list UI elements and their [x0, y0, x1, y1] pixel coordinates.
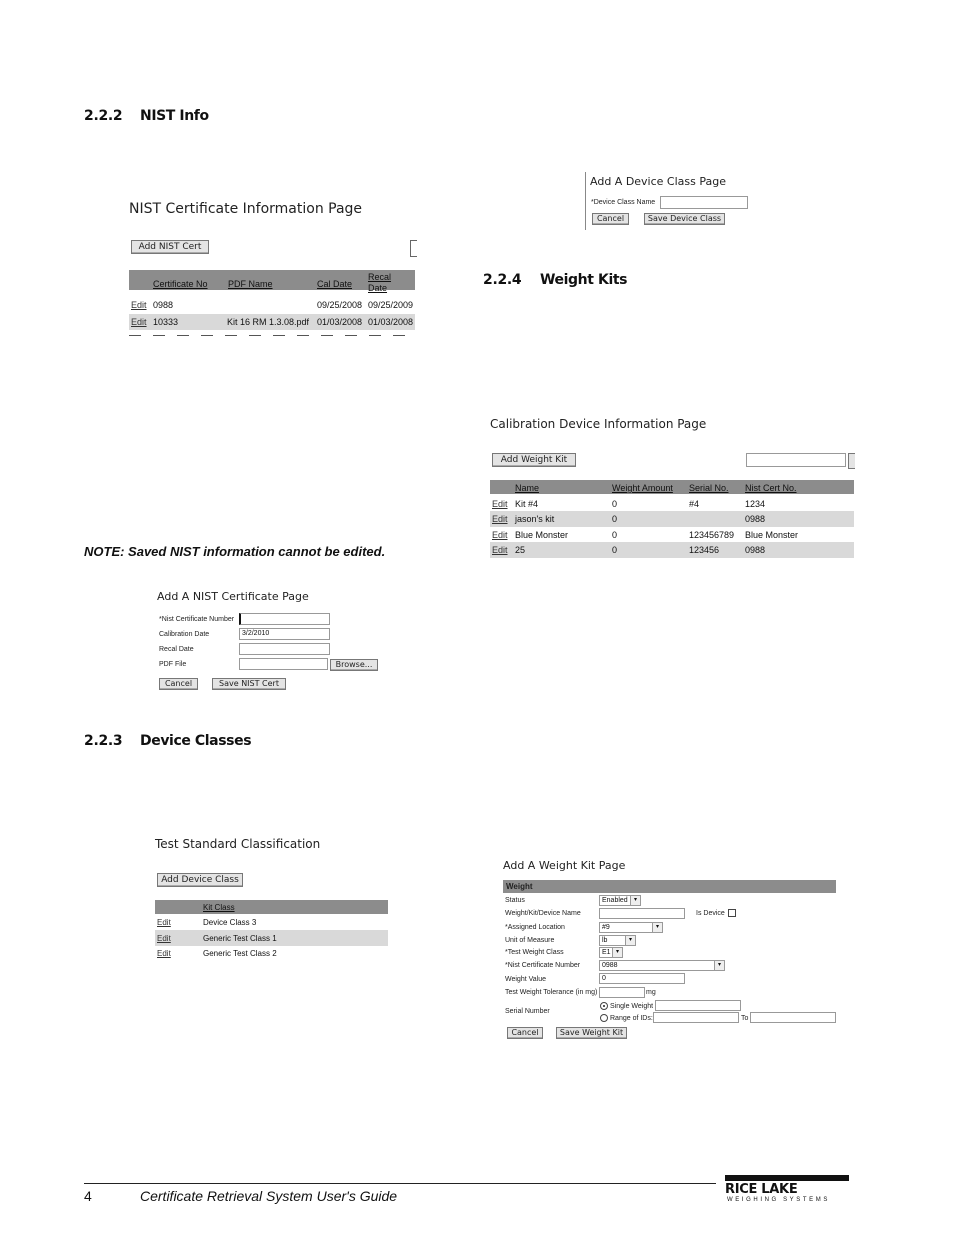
cert-cell: 10333	[153, 317, 179, 327]
status-select[interactable]: Enabled ▾	[599, 895, 641, 906]
is-device-checkbox[interactable]	[728, 909, 736, 917]
col-serial-no[interactable]: Serial No.	[689, 483, 729, 493]
name-cell: 25	[515, 545, 526, 555]
nist-number-label: *Nist Certificate Number	[159, 616, 235, 623]
edit-link[interactable]: Edit	[157, 949, 171, 958]
section-title: Device Classes	[140, 733, 252, 749]
browse-button[interactable]: Browse...	[330, 659, 378, 671]
amount-cell: 0	[612, 545, 618, 555]
kit-class-cell: Device Class 3	[203, 918, 257, 927]
table-row	[490, 542, 854, 558]
range-to-label: To	[741, 1015, 749, 1022]
add-device-class-button[interactable]: Add Device Class	[157, 873, 243, 887]
range-radio[interactable]	[600, 1014, 608, 1022]
section-number: 2.2.2	[84, 108, 123, 124]
single-weight-radio[interactable]	[600, 1002, 608, 1010]
note-text: NOTE: Saved NIST information cannot be edited.	[84, 544, 386, 559]
serial-cell: 123456789	[689, 530, 735, 540]
amount-cell: 0	[612, 499, 618, 509]
serial-cell: #4	[689, 499, 700, 509]
calibration-date-input[interactable]: 3/2/2010	[239, 628, 330, 640]
unit-label: Unit of Measure	[505, 937, 555, 944]
pdf-file-input[interactable]	[239, 658, 328, 670]
kit-class-table-header	[155, 900, 388, 914]
name-cell: Blue Monster	[515, 530, 569, 540]
cert-cell: 0988	[745, 514, 766, 524]
cert-cell: 0988	[153, 300, 174, 310]
device-class-input[interactable]	[660, 196, 748, 209]
footer-rule	[84, 1183, 716, 1184]
amount-cell: 0	[612, 514, 618, 524]
value-label: Weight Value	[505, 976, 546, 983]
serial-cell: 123456	[689, 545, 720, 555]
section-title: NIST Info	[140, 108, 209, 124]
kit-class-cell: Generic Test Class 1	[203, 934, 277, 943]
cert-cell: 1234	[745, 499, 766, 509]
nist-number-input[interactable]	[239, 613, 330, 625]
nist-page-title: NIST Certificate Information Page	[129, 201, 363, 217]
col-nist-cert-no[interactable]: Nist Cert No.	[745, 483, 797, 493]
cert-cell: 0988	[745, 545, 766, 555]
class-select[interactable]: E1 ▾	[599, 947, 623, 958]
edit-link[interactable]: Edit	[157, 934, 171, 943]
guide-title: Certificate Retrieval System User's Guide	[140, 1188, 398, 1204]
col-cal-date[interactable]: Cal Date	[317, 279, 353, 289]
kit-class-cell: Generic Test Class 2	[203, 949, 277, 958]
weight-section-header	[503, 880, 836, 893]
name-cell: Kit #4	[515, 499, 539, 509]
location-label: *Assigned Location	[505, 924, 565, 931]
recal-date-label: Recal Date	[159, 646, 194, 653]
col-weight-amount[interactable]: Weight Amount	[612, 483, 673, 493]
tolerance-input[interactable]	[599, 987, 645, 998]
pdf-cell: Kit 16 RM 1.3.08.pdf	[227, 317, 310, 327]
range-from-input[interactable]	[653, 1012, 739, 1023]
cancel-button[interactable]: Cancel	[507, 1027, 543, 1039]
add-nist-page-title: Add A NIST Certificate Page	[157, 590, 309, 603]
save-weight-kit-button[interactable]: Save Weight Kit	[556, 1027, 627, 1039]
edit-link[interactable]: Edit	[492, 530, 508, 540]
cal-cell: 01/03/2008	[317, 317, 363, 327]
test-std-page-title: Test Standard Classification	[155, 837, 321, 851]
search-button[interactable]	[848, 453, 855, 469]
range-to-input[interactable]	[750, 1012, 836, 1023]
logo-sub-text: WEIGHING SYSTEMS	[727, 1197, 830, 1203]
edit-link[interactable]: Edit	[492, 499, 508, 509]
search-input[interactable]	[410, 240, 417, 257]
calibration-date-label: Calibration Date	[159, 631, 210, 638]
section-title: Weight Kits	[540, 272, 628, 288]
save-device-class-button[interactable]: Save Device Class	[644, 213, 725, 225]
logo-main-text: RICE LAKE	[725, 1182, 798, 1197]
weight-kit-page-title: Add A Weight Kit Page	[503, 859, 626, 872]
serial-label: Serial Number	[505, 1008, 550, 1015]
name-cell: jason's kit	[515, 514, 555, 524]
calib-page-title: Calibration Device Information Page	[490, 417, 707, 431]
recal-cell: 09/25/2009	[368, 300, 414, 310]
device-class-page-title: Add A Device Class Page	[590, 175, 726, 188]
mg-unit: mg	[646, 989, 656, 996]
edit-link[interactable]: Edit	[157, 918, 171, 927]
cert-cell: Blue Monster	[745, 530, 799, 540]
single-weight-input[interactable]	[655, 1000, 741, 1011]
cancel-button[interactable]: Cancel	[159, 678, 198, 690]
save-nist-cert-button[interactable]: Save NIST Cert	[212, 678, 286, 690]
cal-cell: 09/25/2008	[317, 300, 363, 310]
class-label: *Test Weight Class	[505, 949, 564, 956]
recal-cell: 01/03/2008	[368, 317, 414, 327]
location-select[interactable]: #9 ▾	[599, 922, 663, 933]
range-label: Range of IDs:	[610, 1015, 653, 1022]
name-label: Weight/Kit/Device Name	[505, 910, 581, 917]
panel-border	[585, 172, 586, 230]
rice-lake-logo	[725, 1175, 851, 1207]
name-input[interactable]	[599, 908, 685, 919]
edit-link[interactable]: Edit	[492, 514, 508, 524]
pdf-file-label: PDF File	[159, 661, 187, 668]
table-row-cropped	[129, 334, 415, 337]
amount-cell: 0	[612, 530, 618, 540]
section-number: 2.2.3	[84, 733, 123, 749]
search-input[interactable]	[746, 453, 846, 467]
col-recal-date[interactable]: Recal Date	[368, 272, 392, 293]
status-label: Status	[505, 897, 525, 904]
weight-header-label: Weight	[506, 882, 533, 891]
device-class-label: *Device Class Name	[591, 199, 656, 206]
unit-select[interactable]: lb ▾	[599, 935, 636, 946]
recal-date-input[interactable]	[239, 643, 330, 655]
col-name[interactable]: Name	[515, 483, 540, 493]
single-weight-label: Single Weight	[610, 1003, 654, 1010]
page-number: 4	[84, 1188, 92, 1204]
tolerance-label: Test Weight Tolerance (in mg)	[505, 989, 598, 996]
is-device-label: Is Device	[696, 910, 725, 917]
edit-link[interactable]: Edit	[131, 300, 147, 310]
edit-link[interactable]: Edit	[492, 545, 508, 555]
cert-label: *Nist Certificate Number	[505, 962, 581, 969]
section-number: 2.2.4	[483, 272, 522, 288]
cancel-button[interactable]: Cancel	[592, 213, 629, 225]
edit-link[interactable]: Edit	[131, 317, 147, 327]
cert-select[interactable]: 0988 ▾	[599, 960, 725, 971]
value-input[interactable]: 0	[599, 973, 685, 984]
col-certificate-no[interactable]: Certificate No	[153, 279, 208, 289]
col-pdf-name[interactable]: PDF Name	[228, 279, 273, 289]
add-weight-kit-button[interactable]: Add Weight Kit	[492, 453, 576, 467]
col-kit-class[interactable]: Kit Class	[203, 903, 235, 912]
add-nist-cert-button[interactable]: Add NIST Cert	[131, 240, 209, 254]
